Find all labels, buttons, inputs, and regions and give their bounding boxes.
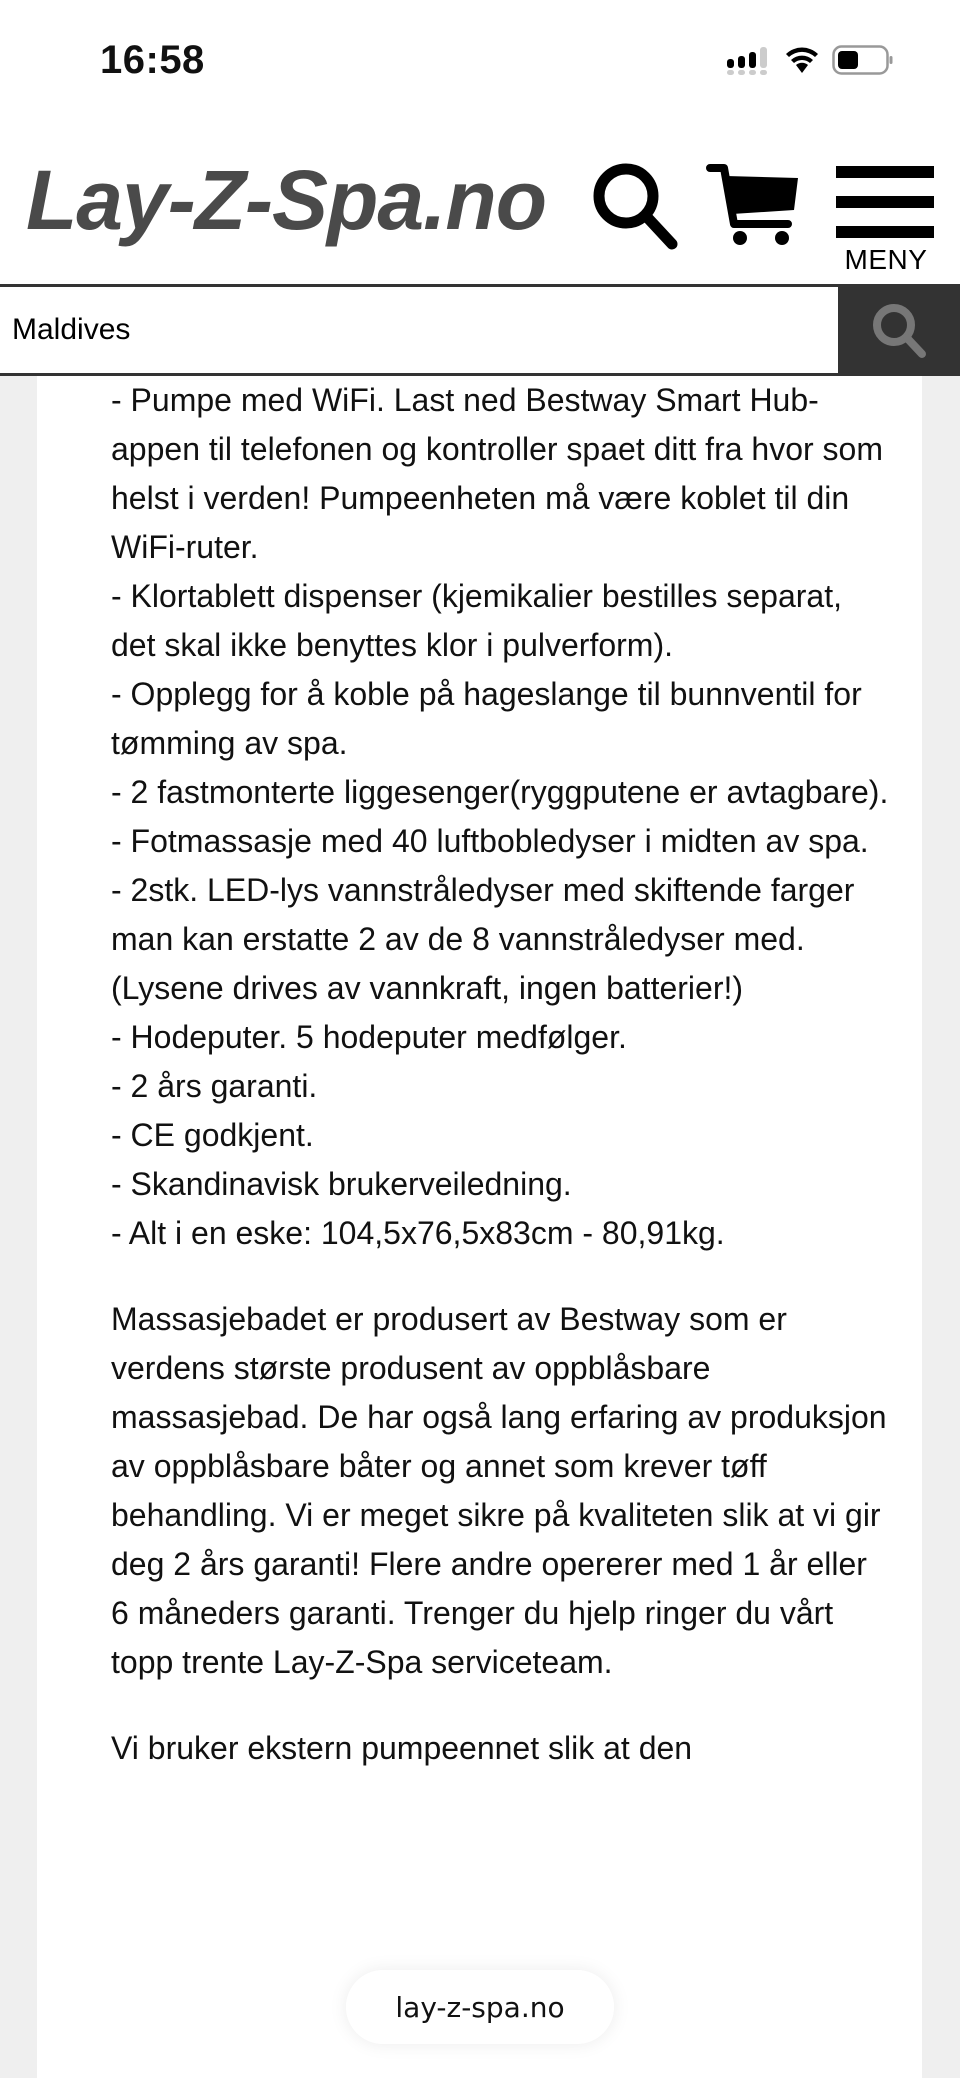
signal-icon <box>726 45 772 75</box>
feature-line: - Klortablett dispenser (kjemikalier bestilles separat, det skal ikke benyttes klor i pulverform). <box>111 578 842 663</box>
paragraph-spacer <box>111 1687 891 1724</box>
battery-icon <box>832 44 894 76</box>
menu-label: MENY <box>844 244 928 275</box>
manufacturer-paragraph: Massasjebadet er produsert av Bestway som er verdens største produsent av oppblåsbare massasjebad. De har også lang erfaring av produksjon av oppblåsbare båter og annet som krever tøff behandling. Vi er meget sikre på kvaliteten slik at vi gir deg 2 års garanti! Flere andre opererer med 1 år eller 6 måneders garanti. Trenger du hjelp ringer du vårt topp trente Lay-Z-Spa serviceteam. <box>111 1301 887 1680</box>
feature-line: - Alt i en eske: 104,5x76,5x83cm - 80,91kg. <box>111 1215 725 1251</box>
status-icons <box>726 44 894 76</box>
hamburger-icon-bar <box>836 226 934 238</box>
hamburger-icon <box>836 166 934 178</box>
description-text <box>111 376 891 1773</box>
site-header <box>0 130 960 284</box>
browser-url-bar[interactable]: lay-z-spa.no <box>346 1970 614 2044</box>
site-logo[interactable]: Lay-Z-Spa.no <box>26 153 547 247</box>
status-bar <box>0 0 960 130</box>
status-time: 16:58 <box>100 38 205 82</box>
feature-line: - Opplegg for å koble på hageslange til bunnventil for tømming av spa. <box>111 676 862 761</box>
feature-line: - Hodeputer. 5 hodeputer medfølger. <box>111 1019 627 1055</box>
pump-paragraph: Vi bruker ekstern pumpeennet slik at den <box>111 1730 693 1766</box>
search-icon <box>867 298 931 362</box>
feature-line: - Skandinavisk brukerveiledning. <box>111 1166 572 1202</box>
hamburger-icon-bar <box>836 196 934 208</box>
feature-line: - 2 års garanti. <box>111 1068 318 1104</box>
feature-line: - 2stk. LED-lys vannstråledyser med skiftende farger man kan erstatte 2 av de 8 vannstråledyser med. (Lysene drives av vannkraft, ingen batterier!) <box>111 872 855 1006</box>
search-submit-button[interactable] <box>838 284 960 376</box>
cart-button[interactable] <box>706 162 802 248</box>
product-description <box>37 376 922 2078</box>
wifi-icon <box>784 45 820 75</box>
feature-line: - 2 fastmonterte liggesenger(ryggputene er avtagbare). <box>111 774 889 810</box>
header-search-button[interactable] <box>588 158 684 254</box>
feature-line: - Fotmassasje med 40 luftbobledyser i midten av spa. <box>111 823 869 859</box>
paragraph-spacer <box>111 1258 891 1295</box>
menu-button[interactable] <box>836 166 936 276</box>
cart-icon <box>706 162 802 248</box>
search-input[interactable] <box>0 287 838 373</box>
feature-line: - Pumpe med WiFi. Last ned Bestway Smart Hub-appen til telefonen og kontroller spaet ditt fra hvor som helst i verden! Pumpeenheten må være koblet til din WiFi-ruter. <box>111 382 883 565</box>
search-icon <box>588 158 684 254</box>
feature-line: - CE godkjent. <box>111 1117 314 1153</box>
search-bar <box>0 284 960 376</box>
